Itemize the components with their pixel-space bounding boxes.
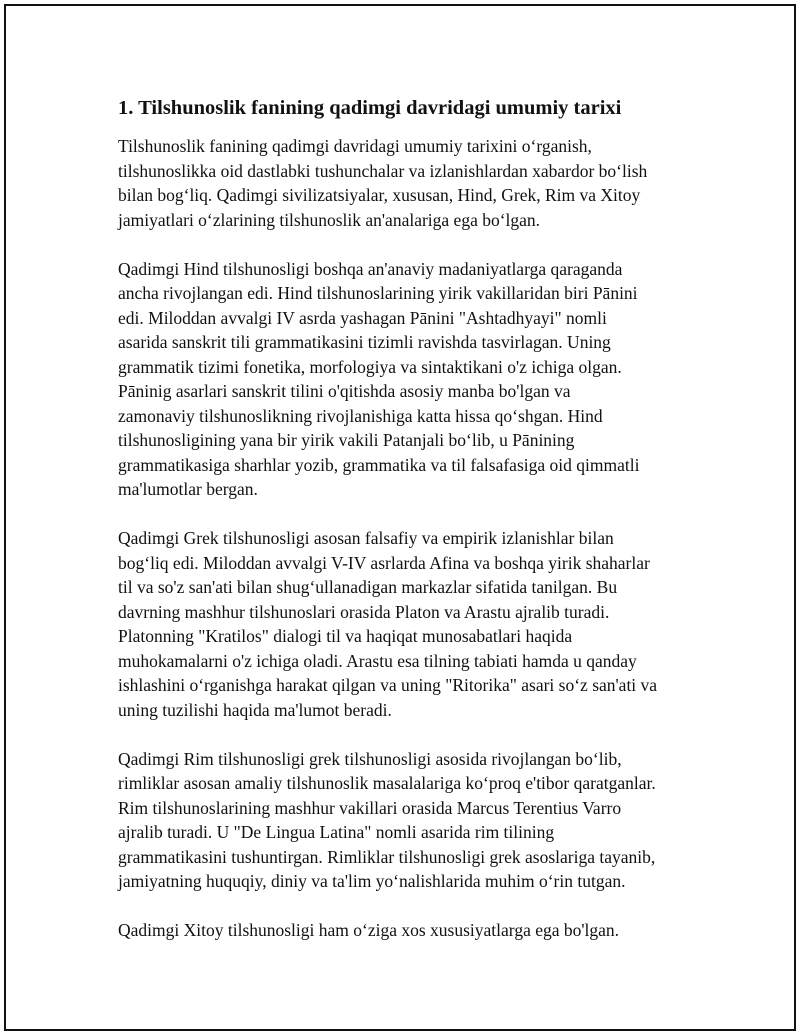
text-line: ishlashini o‘rganishga harakat qilgan va uning "Ritorika" asari so‘z san'ati va: [118, 675, 658, 695]
text-line: Qadimgi Xitoy tilshunosligi ham o‘ziga xos xususiyatlarga ega bo'lgan.: [118, 920, 620, 940]
text-line: grammatikasiga sharhlar yozib, grammatika va til falsafasiga oid qimmatli: [118, 454, 640, 475]
text-line: muhokamalarni o'z ichiga oladi. Arastu esa tilning tabiati hamda u qanday: [118, 650, 637, 671]
text-line: bilan bog‘liq. Qadimgi sivilizatsiyalar, xususan, Hind, Grek, Rim va Xitoy: [118, 185, 641, 205]
paragraph-rim: [118, 747, 693, 894]
text-line: Tilshunoslik fanining qadimgi davridagi umumiy tarixini o‘rganish,: [118, 136, 592, 156]
text-line: jamiyatlari o‘zlarining tilshunoslik an'analariga ega bo‘lgan.: [118, 209, 541, 230]
text-line: rimliklar asosan amaliy tilshunoslik masalalariga ko‘proq e'tibor qaratganlar.: [118, 773, 656, 793]
text-line: davrning mashhur tilshunoslari orasida Platon va Arastu ajralib turadi.: [118, 601, 610, 622]
text-line: asarida sanskrit tili grammatikasini tizimli ravishda tasvirlagan. Uning: [118, 332, 611, 352]
text-line: Qadimgi Hind tilshunosligi boshqa an'anaviy madaniyatlarga qaraganda: [118, 258, 623, 279]
paragraph-xitoy: [118, 918, 693, 943]
text-line: Qadimgi Grek tilshunosligi asosan falsafiy va empirik izlanishlar bilan: [118, 528, 614, 548]
text-line: ma'lumotlar bergan.: [118, 479, 258, 499]
text-line: til va so'z san'ati bilan shug‘ullanadigan markazlar sifatida tanilgan. Bu: [118, 577, 618, 597]
text-line: Rim tilshunoslarining mashhur vakillari orasida Marcus Terentius Varro: [118, 797, 622, 818]
text-line: grammatikasini tushuntirgan. Rimliklar tilshunosligi grek asoslariga tayanib,: [118, 846, 656, 867]
text-line: Pāninig asarlari sanskrit tilini o'qitishda asosiy manba bo'lgan va: [118, 381, 571, 401]
text-line: ajralib turadi. U "De Lingua Latina" nomli asarida rim tilining: [118, 822, 555, 842]
text-line: zamonaviy tilshunoslikning rivojlanishiga katta hissa qo‘shgan. Hind: [118, 405, 603, 426]
text-line: tilshunoslikka oid dastlabki tushunchalar va izlanishlardan xabardor bo‘lish: [118, 160, 648, 181]
paragraph-hind: [118, 257, 693, 502]
text-line: edi. Miloddan avvalgi IV asrda yashagan Pānini "Ashtadhyayi" nomli: [118, 307, 607, 328]
paragraph-intro: [118, 134, 693, 232]
text-line: Platonning "Kratilos" dialogi til va haqiqat munosabatlari haqida: [118, 626, 573, 646]
paragraph-grek: [118, 526, 693, 722]
page-title: 1. Tilshunoslik fanining qadimgi davridagi umumiy tarixi: [118, 97, 622, 119]
text-line: ancha rivojlangan edi. Hind tilshunoslarining yirik vakillaridan biri Pānini: [118, 283, 638, 303]
text-line: grammatik tizimi fonetika, morfologiya va sintaktikani o'z ichiga olgan.: [118, 356, 622, 377]
document-body: [118, 94, 693, 967]
text-line: uning tuzilishi haqida ma'lumot beradi.: [118, 699, 392, 720]
text-line: bog‘liq edi. Miloddan avvalgi V-IV asrlarda Afina va boshqa yirik shaharlar: [118, 552, 650, 573]
text-line: jamiyatning huquqiy, diniy va ta'lim yo‘nalishlarida muhim o‘rin tutgan.: [118, 871, 626, 891]
text-line: Qadimgi Rim tilshunosligi grek tilshunosligi asosida rivojlangan bo‘lib,: [118, 748, 622, 769]
text-line: tilshunosligining yana bir yirik vakili Patanjali bo‘lib, u Pānining: [118, 430, 575, 450]
